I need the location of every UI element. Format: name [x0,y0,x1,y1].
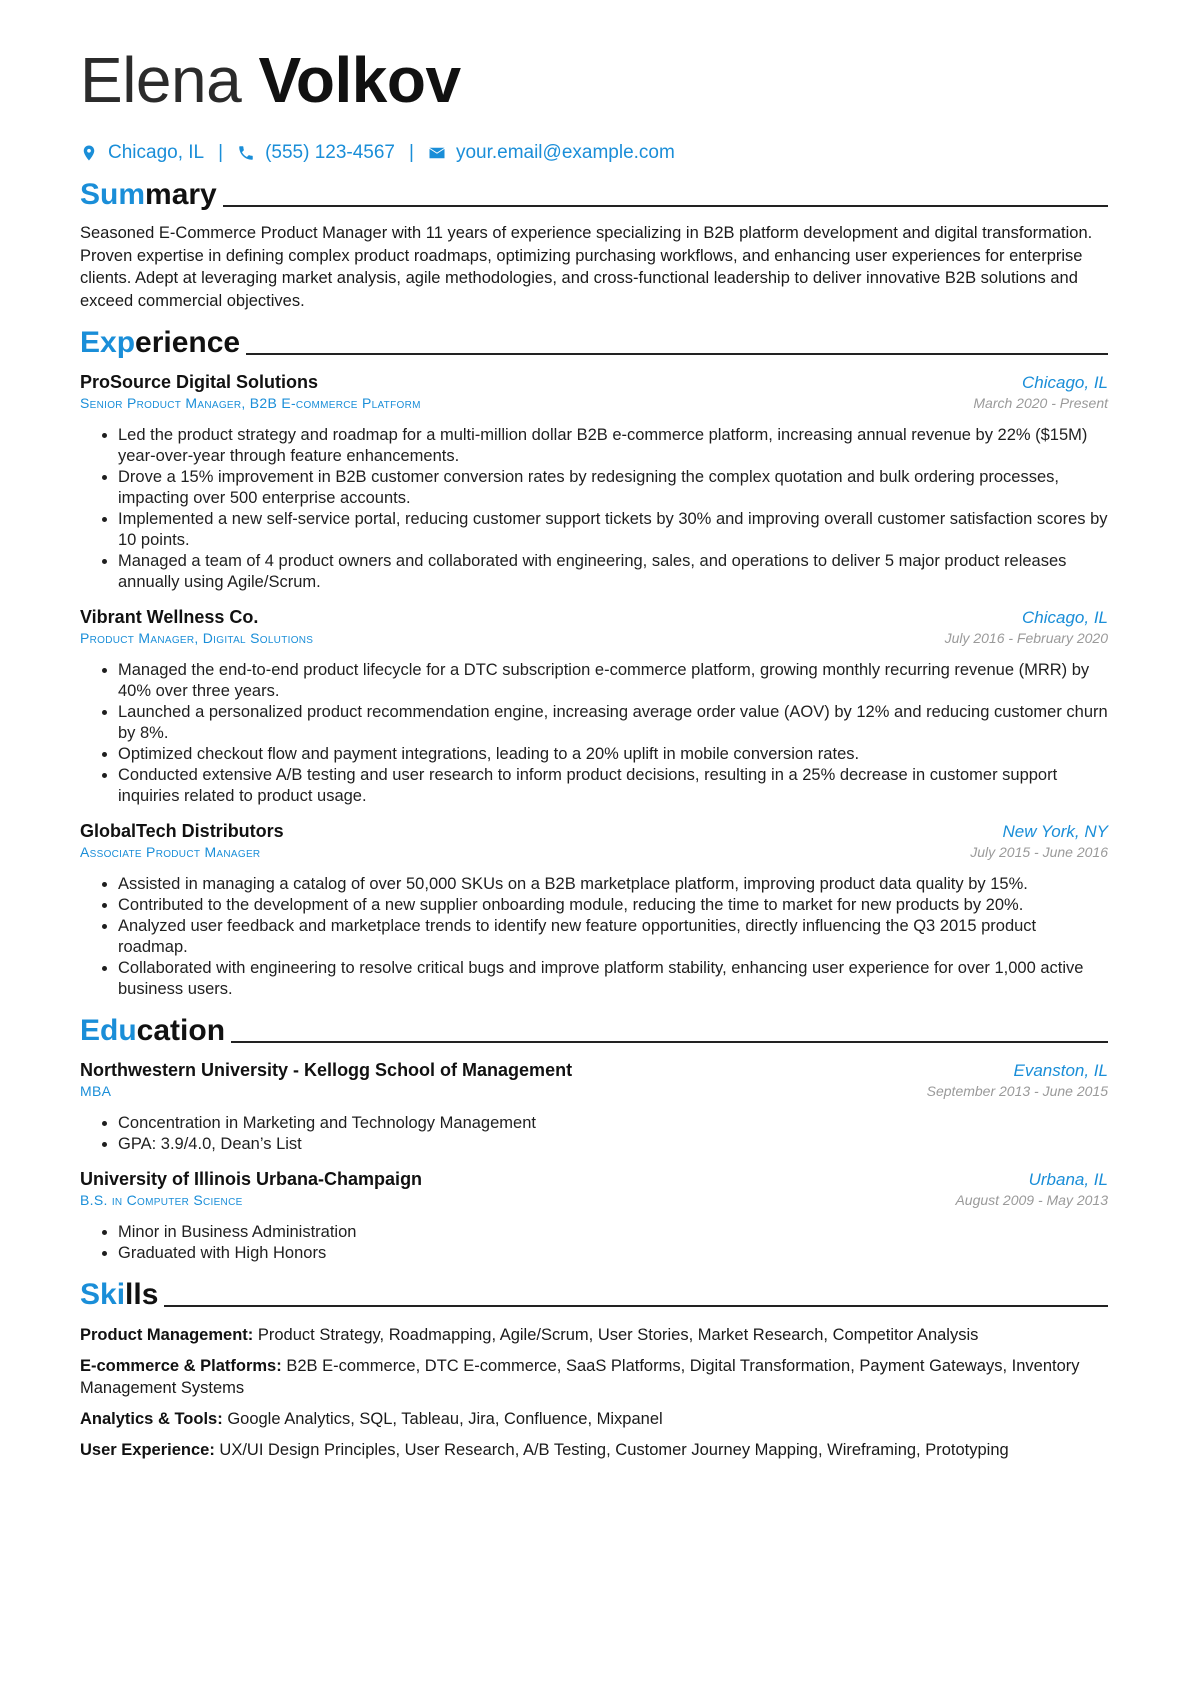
skill-items: Google Analytics, SQL, Tableau, Jira, Confluence, Mixpanel [227,1410,663,1428]
skill-category: E-commerce & Platforms: [80,1357,282,1375]
company-name: Vibrant Wellness Co. [80,607,259,627]
job-location: New York, NY [1002,822,1108,841]
job-location: Chicago, IL [1022,373,1108,392]
section-rule [164,1305,1108,1307]
company-name: ProSource Digital Solutions [80,372,319,392]
skill-line [80,1355,1108,1399]
education-entry [80,1169,1108,1264]
contact-phone[interactable] [237,142,395,164]
school-bullets [80,1113,1108,1155]
job-entry [80,372,1108,593]
job-bullets [80,874,1108,1000]
bullet-item: • Launched a personalized product recommendation engine, increasing average order value (AOV) by 12% and reducing customer churn by 8%. [118,702,1108,744]
school-name: Northwestern University - Kellogg School of Management [80,1060,573,1080]
bullet-item: • Optimized checkout flow and payment integrations, leading to a 20% uplift in mobile conversion rates. [118,744,1108,765]
skill-items: B2B E-commerce, DTC E-commerce, SaaS Platforms, Digital Transformation, Payment Gateways, Inventory Management Systems [80,1357,1080,1397]
skill-items: Product Strategy, Roadmapping, Agile/Scrum, User Stories, Market Research, Competitor Analysis [257,1326,979,1344]
section-rule [223,205,1108,207]
job-title: Product Manager, Digital Solutions [80,630,314,646]
experience-section-heading [80,326,1108,360]
education-section-heading [80,1014,1108,1048]
skill-line [80,1324,1108,1346]
skill-category: Analytics & Tools: [80,1410,223,1428]
heading-accent: Ski [80,1278,126,1311]
degree: MBA [80,1083,112,1099]
skill-category: User Experience: [80,1441,215,1459]
skills-section-heading [80,1278,1108,1312]
bullet-item: • Minor in Business Administration [118,1222,1108,1243]
bullet-item: • Graduated with High Honors [118,1243,1108,1264]
skill-category: Product Management: [80,1326,254,1344]
job-bullets [80,425,1108,593]
job-dates: March 2020 - Present [973,395,1108,411]
job-bullets [80,660,1108,807]
contact-location [80,142,204,164]
job-entry [80,821,1108,1000]
job-location: Chicago, IL [1022,608,1108,627]
job-dates: July 2015 - June 2016 [970,844,1108,860]
bullet-item: • Managed a team of 4 product owners and collaborated with engineering, sales, and operations to deliver 5 major product releases annually using Agile/Scrum. [118,551,1108,593]
skills-list [80,1324,1108,1461]
bullet-item: • Concentration in Marketing and Technology Management [118,1113,1108,1134]
bullet-item: • Collaborated with engineering to resolve critical bugs and improve platform stability, enhancing user experience for over 1,000 active business users. [118,958,1108,1000]
bullet-item: • Assisted in managing a catalog of over 50,000 SKUs on a B2B marketplace platform, improving product data quality by 15%. [118,874,1108,895]
education-entry [80,1060,1108,1155]
school-location: Evanston, IL [1013,1061,1108,1080]
bullet-item: • Drove a 15% improvement in B2B customer conversion rates by redesigning the complex quotation and bulk ordering processes, impacting over 500 enterprise accounts. [118,467,1108,509]
heading-accent: Sum [80,178,146,211]
contact-separator: | [218,142,224,163]
summary-text: Seasoned E-Commerce Product Manager with 11 years of experience specializing in B2B platform development and digital transformation. Proven expertise in defining complex product roadmaps, optimizing purchasing workflows, and enhancing user experiences for enterprise clients. Adept at leveraging market analysis, agile methodologies, and cross-functional leadership to deliver innovative B2B solutions and exceed commercial objectives. [80,224,1093,310]
summary-section-heading [80,178,1108,212]
heading-accent: Exp [80,326,136,359]
skill-items: UX/UI Design Principles, User Research, A/B Testing, Customer Journey Mapping, Wireframing, Prototyping [219,1441,1009,1459]
bullet-item: • Managed the end-to-end product lifecycle for a DTC subscription e-commerce platform, growing monthly recurring revenue (MRR) by 40% over three years. [118,660,1108,702]
candidate-name [80,40,1108,120]
contact-bar [80,142,1108,164]
skill-line [80,1408,1108,1430]
job-entry [80,607,1108,807]
job-dates: July 2016 - February 2020 [944,630,1108,646]
company-name: GlobalTech Distributors [80,821,284,841]
bullet-item: • Led the product strategy and roadmap for a multi-million dollar B2B e-commerce platform, increasing annual revenue by 22% ($15M) year-over-year through feature enhancements. [118,425,1108,467]
job-title: Senior Product Manager, B2B E-commerce Platform [80,395,421,411]
skill-line [80,1439,1108,1461]
last-name: Volkov [258,44,461,116]
heading-rest: mary [145,178,217,211]
bullet-item: • Implemented a new self-service portal, reducing customer support tickets by 30% and improving overall customer satisfaction scores by 10 points. [118,509,1108,551]
heading-accent: Edu [80,1014,137,1047]
heading-rest: lls [125,1278,159,1311]
school-location: Urbana, IL [1028,1170,1108,1189]
map-pin-icon [80,144,98,162]
heading-rest: erience [135,326,241,359]
heading-rest: cation [136,1014,226,1047]
school-name: University of Illinois Urbana-Champaign [80,1169,423,1189]
degree: B.S. in Computer Science [80,1192,243,1208]
school-dates: September 2013 - June 2015 [926,1083,1108,1099]
bullet-item: • Contributed to the development of a new supplier onboarding module, reducing the time to market for new products by 20%. [118,895,1108,916]
contact-email[interactable] [428,142,675,164]
contact-separator: | [409,142,414,163]
school-bullets [80,1222,1108,1264]
phone-text: (555) 123-4567 [265,142,395,163]
section-rule [246,353,1108,355]
location-text: Chicago, IL [108,142,205,163]
section-rule [231,1041,1108,1043]
bullet-item: • GPA: 3.9/4.0, Dean’s List [118,1134,1108,1155]
bullet-item: • Analyzed user feedback and marketplace trends to identify new feature opportunities, directly influencing the Q3 2015 product roadmap. [118,916,1108,958]
email-text: your.email@example.com [455,142,675,163]
phone-icon [237,144,255,162]
job-title: Associate Product Manager [80,844,261,860]
bullet-item: • Conducted extensive A/B testing and user research to inform product decisions, resulting in a 25% decrease in customer support inquiries related to product usage. [118,765,1108,807]
school-dates: August 2009 - May 2013 [955,1192,1108,1208]
envelope-icon [428,144,446,162]
first-name: Elena [80,44,242,116]
